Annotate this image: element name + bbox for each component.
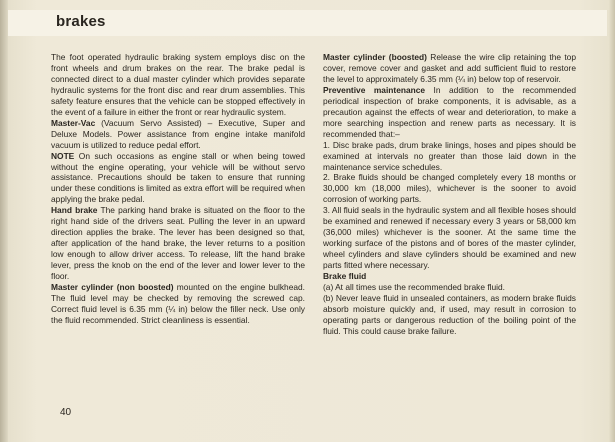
paragraph-master-vac: Master-Vac (Vacuum Servo Assisted) – Executive, Super and Deluxe Models. Power assistance from engine intake manifold vacuum is utilized to reduce pedal effort. <box>51 117 305 150</box>
page-title: brakes <box>56 13 106 30</box>
page-binding-edge <box>0 0 8 442</box>
paragraph-intro: The foot operated hydraulic braking system employs disc on the front wheels and drum brakes on the rear. The brake pedal is connected direct to a dual master cylinder which provides separate hydraulic systems for the front disc and rear drum assemblies. This safety feature ensures that the vehicle can be stopped effectively in the event of a failure in either the front or rear hydraulic system. <box>51 52 305 117</box>
paragraph-heading: NOTE <box>51 150 75 161</box>
list-item-3: 3. All fluid seals in the hydraulic system and all flexible hoses should be examined and renewed if necessary every 3 years or 58,000 km (36,000 miles) whichever is the sooner. At the same time the working surface of the pistons and of bores of the master cylinder, wheel cylinders and slave cylinders should be examined and new parts fitted where necessary. <box>323 205 576 271</box>
list-item-2: 2. Brake fluids should be changed completely every 18 months or 30,000 km (18,000 miles), whichever is the sooner to avoid corrosion of working parts. <box>323 172 576 205</box>
paragraph-master-cylinder-boosted: Master cylinder (boosted) Release the wire clip retaining the top cover, remove cover and gasket and add sufficient fluid to restore the level to approximately 6.35 mm (¼ in) below top of reservoir. <box>323 52 576 84</box>
section-heading-brake-fluid: Brake fluid <box>323 271 367 282</box>
paragraph-heading: Preventive maintenance <box>323 84 426 95</box>
list-item-1: 1. Disc brake pads, drum brake linings, hoses and pipes should be examined at intervals no greater than those laid down in the maintenance service schedules. <box>323 139 576 172</box>
paragraph-hand-brake: Hand brake The parking hand brake is situated on the floor to the right hand side of the drivers seat. Pulling the lever in an upward direction applies the brake. The lever has been designed so that, after application of the hand brake, the lever returns to a position low enough to allow driver access. To release, lift the hand brake lever, press the knob on the end of the lever and lower lever to the floor. <box>51 205 305 282</box>
list-item-a: (a) At all times use the recommended brake fluid. <box>323 282 506 293</box>
list-item-b: (b) Never leave fluid in unsealed containers, as modern brake fluids absorb moisture quickly and, if used, may result in corrosion to operating parts or dangerous reduction of the boiling point of the fluid. This could cause brake failure. <box>323 292 576 336</box>
paragraph-master-cylinder-non-boosted: Master cylinder (non boosted) mounted on the engine bulkhead. The fluid level may be checked by removing the screwed cap. Correct fluid level is 6.35 mm (¼ in) below the filler neck. Use only the fluid recommended. Strict cleanliness is essential. <box>51 282 305 325</box>
paragraph-heading: Master cylinder (non boosted) <box>51 282 174 293</box>
paragraph-preventive-maintenance: Preventive maintenance In addition to the recommended periodical inspection of brake components, it is advisable, as a precaution against the effects of wear and deterioration, to make a more searching inspection and renew parts as necessary. It is recommended that:– <box>323 84 576 139</box>
paragraph-note: NOTE On such occasions as engine stall or when being towed without the engine operating, your vehicle will be without servo assistance. Precautions should be taken to ensure that running under these conditions is limited as extra effort will be required when applying the brake pedal. <box>51 150 305 205</box>
left-column <box>51 52 305 326</box>
right-column <box>323 52 576 337</box>
paragraph-heading: Master cylinder (boosted) <box>323 52 427 62</box>
paragraph-heading: Hand brake <box>51 205 98 216</box>
page-right-edge <box>609 0 615 442</box>
paragraph-heading: Master-Vac <box>51 117 96 128</box>
page-number: 40 <box>60 407 72 418</box>
